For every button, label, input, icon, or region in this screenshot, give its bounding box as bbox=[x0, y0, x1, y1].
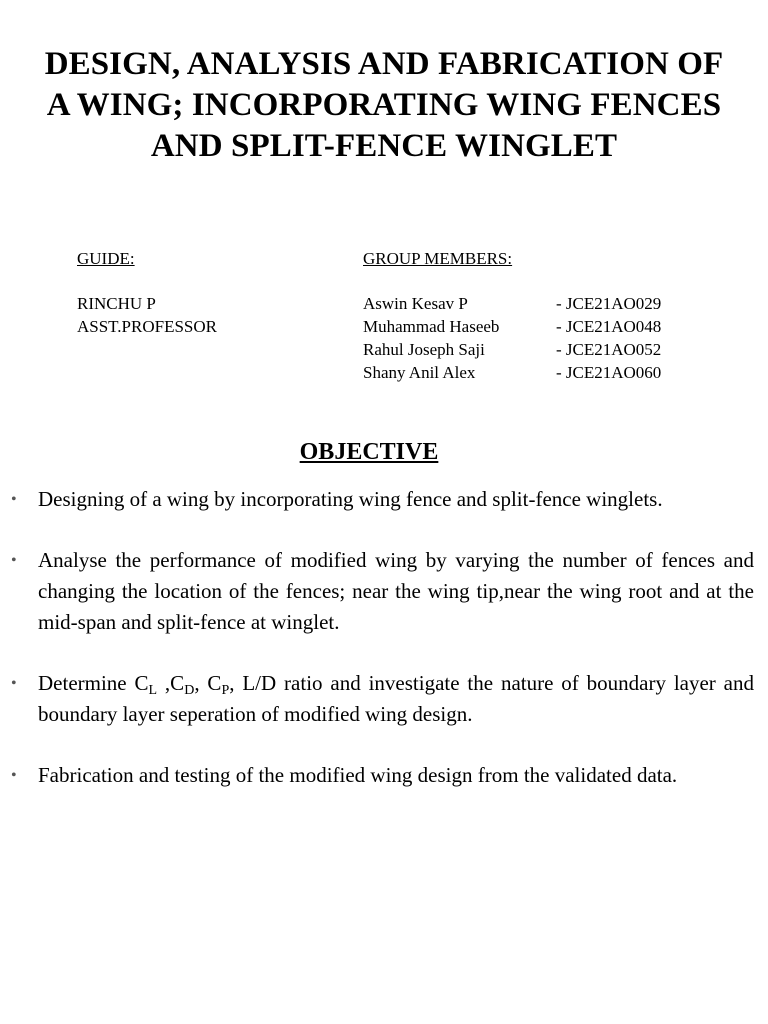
guide-name: RINCHU P bbox=[77, 294, 156, 313]
member-name: Muhammad Haseeb bbox=[363, 317, 500, 336]
member-id: - JCE21AO029 bbox=[556, 294, 662, 313]
objective-heading: OBJECTIVE bbox=[299, 439, 439, 465]
objective-item bbox=[0, 668, 768, 730]
member-row bbox=[363, 315, 661, 338]
bullet-icon: • bbox=[11, 552, 17, 569]
objective-list bbox=[0, 484, 768, 821]
group-members-heading: GROUP MEMBERS: bbox=[363, 249, 513, 268]
group-members-block bbox=[363, 247, 661, 384]
member-name: Rahul Joseph Saji bbox=[363, 340, 485, 359]
objective-item bbox=[0, 545, 768, 638]
member-id: - JCE21AO060 bbox=[556, 363, 662, 382]
guide-block bbox=[77, 247, 217, 338]
objective-item bbox=[0, 760, 768, 791]
objective-item-text: Designing of a wing by incorporating wing fence and split-fence winglets. bbox=[38, 487, 663, 511]
member-name: Aswin Kesav P bbox=[363, 294, 468, 313]
member-id: - JCE21AO048 bbox=[556, 317, 662, 336]
subscript-p: P bbox=[221, 683, 230, 698]
subscript-l: L bbox=[148, 683, 158, 698]
text-fragment: Determine C bbox=[38, 671, 149, 695]
text-fragment: ,C bbox=[157, 671, 185, 695]
title-line-1: DESIGN, ANALYSIS AND FABRICATION OF bbox=[44, 46, 724, 82]
member-row bbox=[363, 338, 661, 361]
text-fragment: , C bbox=[194, 671, 222, 695]
objective-item-text: Fabrication and testing of the modified wing design from the validated data. bbox=[38, 763, 678, 787]
guide-heading: GUIDE: bbox=[77, 249, 135, 268]
subscript-d: D bbox=[184, 683, 195, 698]
member-name: Shany Anil Alex bbox=[363, 363, 476, 382]
member-row bbox=[363, 292, 661, 315]
document-title bbox=[20, 44, 748, 167]
objective-item bbox=[0, 484, 768, 515]
member-id: - JCE21AO052 bbox=[556, 340, 662, 359]
title-line-2: A WING; INCORPORATING WING FENCES bbox=[46, 87, 722, 123]
objective-item-text: Analyse the performance of modified wing by varying the number of fences and changing the location of the fences; near the wing tip,near the wing root and at the mid-span and split-fence at winglet. bbox=[38, 548, 754, 634]
objective-item-text bbox=[38, 671, 754, 726]
text-fragment: , L/D ratio and investigate the nature of boundary layer and boundary layer seperation of modified wing design. bbox=[38, 671, 754, 726]
member-row bbox=[363, 361, 661, 384]
bullet-icon: • bbox=[11, 491, 17, 508]
bullet-icon: • bbox=[11, 767, 17, 784]
guide-designation: ASST.PROFESSOR bbox=[77, 317, 217, 336]
title-line-3: AND SPLIT-FENCE WINGLET bbox=[150, 128, 618, 164]
bullet-icon: • bbox=[11, 675, 17, 692]
